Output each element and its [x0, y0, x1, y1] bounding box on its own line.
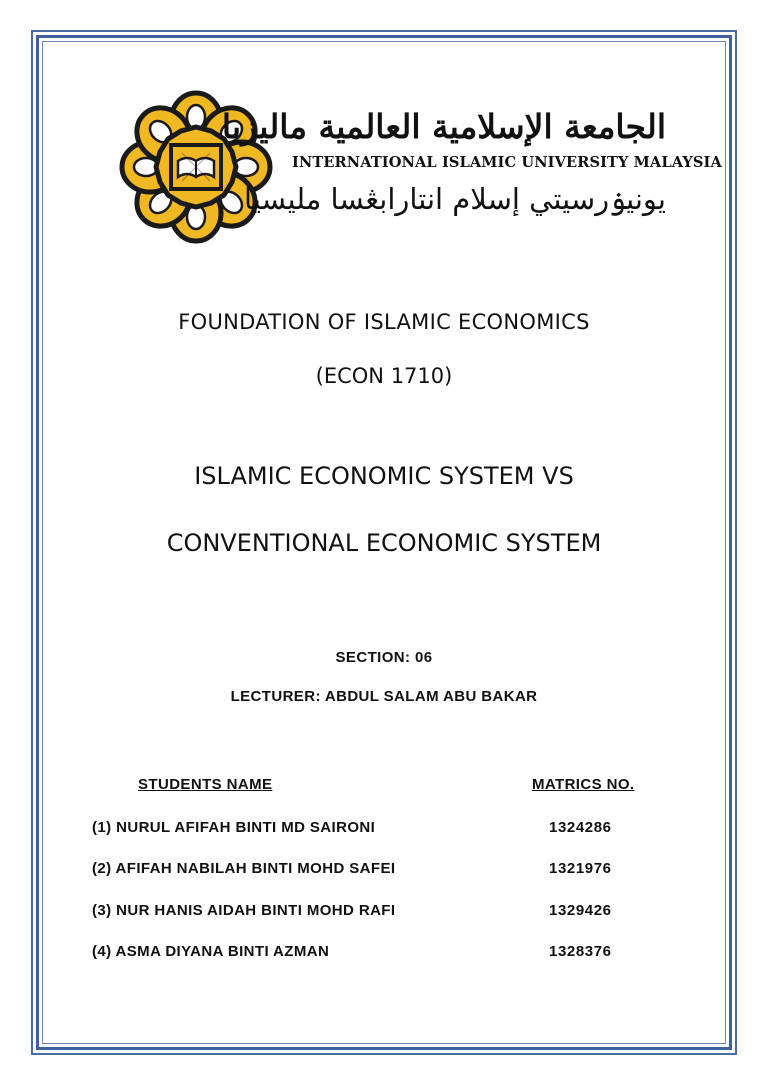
- table-row: [0, 860, 768, 880]
- course-code: (ECON 1710): [315, 364, 453, 388]
- student-name: (1) NURUL AFIFAH BINTI MD SAIRONI: [92, 819, 376, 836]
- student-name: (4) ASMA DIYANA BINTI AZMAN: [92, 943, 330, 960]
- university-name-arabic: الجامعة الإسلامية العالمية ماليزيا: [221, 107, 666, 146]
- topic-title-line-2: CONVENTIONAL ECONOMIC SYSTEM: [166, 529, 602, 557]
- student-matric: 1329426: [549, 902, 612, 919]
- topic-title-line-1: ISLAMIC ECONOMIC SYSTEM VS: [194, 462, 574, 490]
- students-name-header: STUDENTS NAME: [138, 776, 273, 793]
- university-name-jawi: يونيۏرسيتي إسلام انتارابڠسا مليسيا: [243, 182, 666, 216]
- matric-number-header: MATRICS NO.: [532, 776, 635, 793]
- student-matric: 1324286: [549, 819, 612, 836]
- course-title: FOUNDATION OF ISLAMIC ECONOMICS: [178, 310, 590, 334]
- table-row: [0, 819, 768, 839]
- table-row: [0, 943, 768, 963]
- table-row: [0, 902, 768, 922]
- student-matric: 1321976: [549, 860, 612, 877]
- lecturer-name: LECTURER: ABDUL SALAM ABU BAKAR: [230, 688, 538, 705]
- student-matric: 1328376: [549, 943, 612, 960]
- student-name: (2) AFIFAH NABILAH BINTI MOHD SAFEI: [92, 860, 396, 877]
- section-number: SECTION: 06: [335, 649, 433, 666]
- student-name: (3) NUR HANIS AIDAH BINTI MOHD RAFI: [92, 902, 396, 919]
- university-name-english: INTERNATIONAL ISLAMIC UNIVERSITY MALAYSIA: [292, 154, 722, 171]
